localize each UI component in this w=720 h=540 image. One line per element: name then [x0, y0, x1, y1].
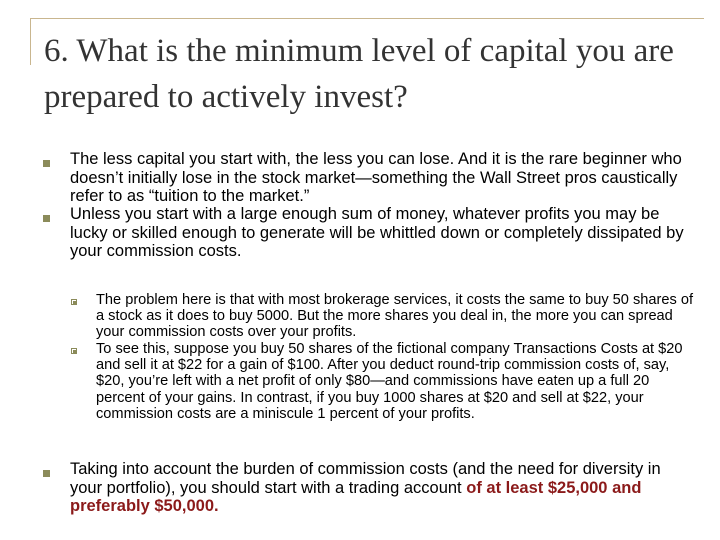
slide-title: 6. What is the minimum level of capital you are prepared to actively invest?	[44, 33, 674, 115]
square-bullet-icon	[43, 470, 50, 477]
square-bullet-icon	[43, 160, 50, 167]
bullet-1-text: The less capital you start with, the less you can lose. And it is the rare beginner who doesn’t initially lose in the stock market—something the Wall Street pros caustically refer to as “tuition to the market.”	[70, 150, 682, 205]
bullet-3-highlight-text: of at least $25,000 and preferably $50,000.	[70, 478, 642, 515]
title-frame-left-rule	[30, 18, 31, 65]
sub-bullet-1-text: The problem here is that with most brokerage services, it costs the same to buy 50 shares of a stock as it does to buy 5000. But the more shares you deal in, the more you can spread your commission costs over your profits.	[96, 292, 693, 341]
sub-bullet-icon	[71, 299, 77, 305]
title-frame-top-rule	[30, 18, 704, 19]
sub-bullet-icon	[71, 348, 77, 354]
bullet-2-text: Unless you start with a large enough sum of money, whatever profits you may be lucky or skilled enough to generate will be whittled down or completely dissipated by your commission costs.	[70, 205, 684, 260]
bullet-3-main-text: Taking into account the burden of commission costs (and the need for diversity in your portfolio), you should start with a trading account	[70, 460, 661, 497]
square-bullet-icon	[43, 215, 50, 222]
bullet-3-text	[70, 460, 695, 516]
sub-bullet-2-text: To see this, suppose you buy 50 shares of the fictional company Transactions Costs at $20 and sell it at $22 for a gain of $100. After you deduct round-trip commission costs of, say, $20, you’re left with a net profit of only $80—and commissions have eaten up a full 20 percent of your gains. In contrast, if you buy 1000 shares at $20 and sell at $22, your commission costs are a miniscule 1 percent of your profits.	[96, 341, 683, 422]
